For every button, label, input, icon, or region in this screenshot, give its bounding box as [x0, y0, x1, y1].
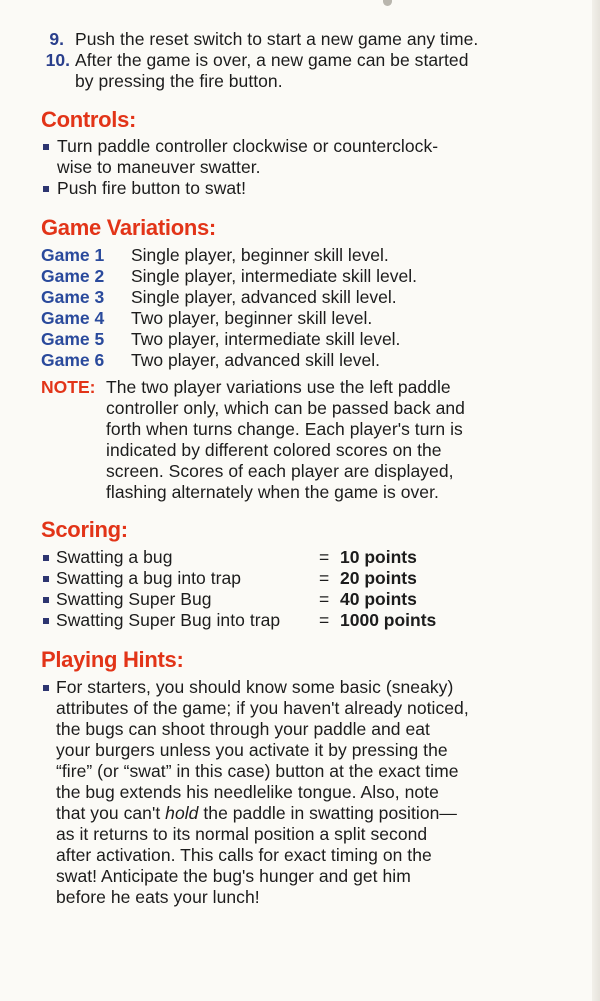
- game-label: Game 4: [41, 308, 105, 328]
- controls-item-text: Turn paddle controller clockwise or counterclock-: [57, 136, 439, 156]
- game-label: Game 3: [41, 287, 105, 307]
- scoring-item-label: Swatting Super Bug into trap: [56, 610, 281, 630]
- note-text: indicated by different colored scores on the: [106, 440, 442, 460]
- hints-text: the bugs can shoot through your paddle and eat: [56, 719, 430, 739]
- game-label: Game 5: [41, 329, 105, 349]
- game-description: Single player, intermediate skill level.: [131, 266, 417, 286]
- controls-heading: Controls:: [41, 107, 137, 132]
- hints-text: attributes of the game; if you haven't already noticed,: [56, 698, 469, 718]
- page-edge-shadow: [592, 0, 600, 1001]
- scoring-item-label: Swatting a bug into trap: [56, 568, 242, 588]
- hints-text: swat! Anticipate the bug's hunger and get him: [56, 866, 411, 886]
- step-number: 10.: [45, 50, 70, 70]
- step-text: After the game is over, a new game can be started: [75, 50, 469, 70]
- hints-text: before he eats your lunch!: [56, 887, 260, 907]
- note-text: flashing alternately when the game is over.: [106, 482, 439, 502]
- step-text: Push the reset switch to start a new game any time.: [75, 29, 479, 49]
- note-text: The two player variations use the left paddle: [106, 377, 451, 397]
- bullet-icon: [43, 144, 49, 150]
- scoring-equals: =: [319, 547, 330, 567]
- scoring-item-label: Swatting a bug: [56, 547, 173, 567]
- step-number: 9.: [49, 29, 64, 49]
- scoring-equals: =: [319, 589, 330, 609]
- hints-text: as it returns to its normal position a split second: [56, 824, 428, 844]
- game-description: Two player, intermediate skill level.: [131, 329, 401, 349]
- controls-item-text: Push fire button to swat!: [57, 178, 246, 198]
- bullet-icon: [43, 555, 49, 561]
- hints-text: For starters, you should know some basic (sneaky): [56, 677, 454, 697]
- controls-item-text: wise to maneuver swatter.: [57, 157, 261, 177]
- game-description: Two player, beginner skill level.: [131, 308, 373, 328]
- scoring-equals: =: [319, 568, 330, 588]
- variations-heading: Game Variations:: [41, 215, 216, 240]
- scoring-points: 1000 points: [340, 610, 437, 630]
- game-description: Two player, advanced skill level.: [131, 350, 381, 370]
- note-text: controller only, which can be passed back and: [106, 398, 465, 418]
- scoring-points: 40 points: [340, 589, 417, 609]
- bullet-icon: [43, 618, 49, 624]
- bullet-icon: [43, 576, 49, 582]
- hints-text: your burgers unless you activate it by pressing the: [56, 740, 448, 760]
- hints-emphasis: hold: [165, 803, 199, 823]
- hints-heading: Playing Hints:: [41, 647, 184, 672]
- game-description: Single player, beginner skill level.: [131, 245, 389, 265]
- scoring-points: 10 points: [340, 547, 417, 567]
- game-label: Game 2: [41, 266, 105, 286]
- hints-text: that you can't: [56, 803, 166, 823]
- game-description: Single player, advanced skill level.: [131, 287, 397, 307]
- hints-text: “fire” (or “swat” in this case) button at the exact time: [56, 761, 459, 781]
- step-text: by pressing the fire button.: [75, 71, 283, 91]
- hints-text: after activation. This calls for exact timing on the: [56, 845, 432, 865]
- hints-text-line: [56, 803, 457, 824]
- note-text: screen. Scores of each player are displayed,: [106, 461, 454, 481]
- game-label: Game 6: [41, 350, 105, 370]
- scoring-points: 20 points: [340, 568, 417, 588]
- bullet-icon: [43, 597, 49, 603]
- hints-text: the paddle in swatting position—: [198, 803, 457, 823]
- bullet-icon: [43, 685, 49, 691]
- note-label: NOTE:: [41, 377, 96, 397]
- game-label: Game 1: [41, 245, 105, 265]
- note-text: forth when turns change. Each player's turn is: [106, 419, 463, 439]
- scoring-equals: =: [319, 610, 330, 630]
- page-top-mark: [383, 0, 392, 6]
- scoring-heading: Scoring:: [41, 517, 128, 542]
- hints-text: the bug extends his needlelike tongue. Also, note: [56, 782, 439, 802]
- bullet-icon: [43, 186, 49, 192]
- scoring-item-label: Swatting Super Bug: [56, 589, 212, 609]
